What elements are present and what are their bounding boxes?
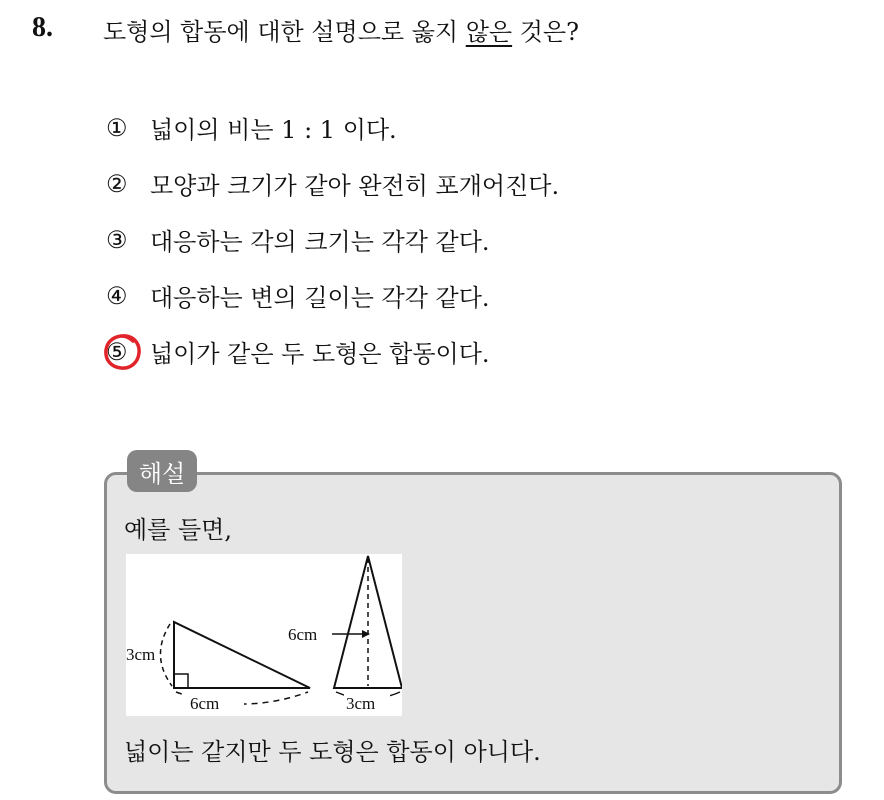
choice-2[interactable]	[106, 166, 559, 201]
choice-text: 넓이의 비는 1 : 1 이다.	[150, 116, 397, 144]
explanation-conclusion: 넓이는 같지만 두 도형은 합동이 아니다.	[124, 738, 541, 766]
choice-number: ④	[106, 281, 128, 310]
choice-1[interactable]	[106, 110, 397, 145]
choice-5[interactable]	[106, 334, 490, 369]
choice-number: ①	[106, 113, 128, 142]
isosceles-height-label: 6cm	[288, 625, 318, 644]
choice-number: ③	[106, 225, 128, 254]
explanation-tag: 해설	[127, 450, 197, 492]
isosceles-triangle	[332, 556, 402, 699]
question-number: 8.	[32, 12, 53, 43]
triangle-figure	[126, 554, 402, 716]
choice-text: 넓이가 같은 두 도형은 합동이다.	[150, 340, 490, 368]
question-text	[103, 12, 579, 47]
choice-text: 대응하는 각의 크기는 각각 같다.	[150, 228, 490, 256]
right-triangle-height-label: 3cm	[126, 645, 156, 664]
explanation-intro: 예를 들면,	[124, 516, 232, 544]
choice-number	[106, 338, 150, 366]
right-triangle-base-label: 6cm	[190, 694, 220, 713]
choice-4[interactable]	[106, 278, 490, 313]
choice-text: 모양과 크기가 같아 완전히 포개어진다.	[150, 172, 560, 200]
answer-circle-mark-icon	[100, 330, 144, 374]
choice-number-glyph: ⑤	[106, 337, 128, 366]
question-text-after: 것은?	[512, 18, 579, 46]
isosceles-base-label: 3cm	[346, 694, 376, 713]
choice-text: 대응하는 변의 길이는 각각 같다.	[150, 284, 490, 312]
choice-3[interactable]	[106, 222, 490, 257]
question-text-underlined: 않은	[465, 18, 513, 46]
question-text-before: 도형의 합동에 대한 설명으로 옳지	[103, 18, 466, 46]
choice-number: ②	[106, 169, 128, 198]
